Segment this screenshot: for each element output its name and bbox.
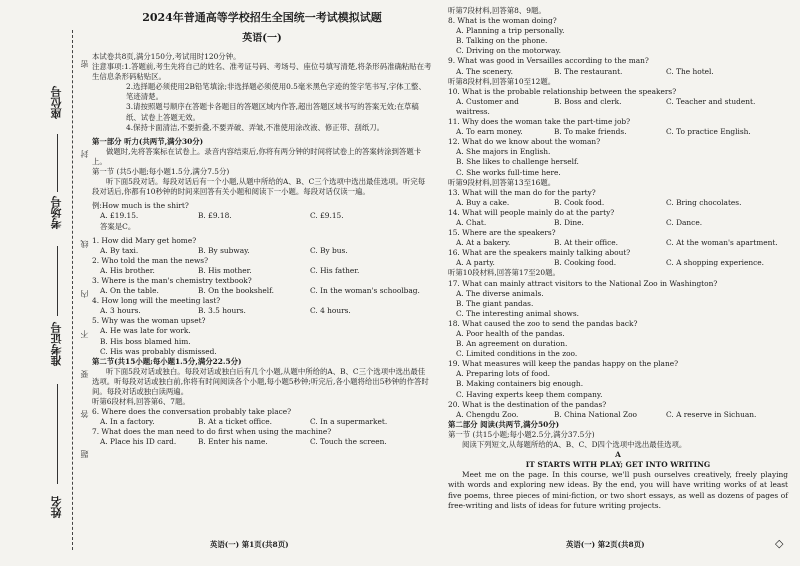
seal-char: 线 <box>80 240 89 248</box>
section1-desc: 听下面5段对话。每段对话后有一个小题,从题中所给的A、B、C三个选项中选出最佳选项。听完每段对话后,你都有10秒钟的时间来回答有关小题和阅读下一小题。每段对话仅读一遍。 <box>92 177 426 197</box>
question: 20. What is the destination of the pandas? <box>448 399 607 409</box>
question: 8. What is the woman doing? <box>448 16 557 26</box>
option: C. By bus. <box>310 245 348 255</box>
option: A. In a factory. <box>100 417 155 427</box>
option: C. Bring chocolates. <box>666 197 742 207</box>
question-options <box>448 127 788 137</box>
question: 19. What measures will keep the pandas happy on the plane? <box>448 359 679 369</box>
option: C. A reserve in Sichuan. <box>666 409 757 419</box>
question: 9. What was good in Versailles according to the man? <box>448 56 649 66</box>
example-question: 例:How much is the shirt? <box>92 201 189 211</box>
seal-line <box>72 30 73 550</box>
option: B. Enter his name. <box>198 437 268 447</box>
notice-item: 2.选择题必须使用2B铅笔填涂;非选择题必须使用0.5毫米黑色字迹的签字笔书写,字体工整、笔迹清楚。 <box>126 82 426 102</box>
option: C. The hotel. <box>666 66 714 76</box>
question: 1. How did Mary get home? <box>92 235 197 245</box>
option: C. His father. <box>310 265 360 275</box>
option: A. Place his ID card. <box>100 437 177 447</box>
option: B. His boss blamed him. <box>100 336 191 346</box>
option: C. Touch the screen. <box>310 437 387 447</box>
seat-number-line <box>57 134 58 192</box>
option: B. She likes to challenge herself. <box>456 157 579 167</box>
option: A. 3 hours. <box>100 306 141 316</box>
question-options <box>448 97 788 117</box>
notice-item: 3.请按照题号顺序在答题卡各题目的答题区域内作答,超出答题区域书写的答案无效;在草稿纸、试卷上答题无效。 <box>126 102 419 122</box>
option: A. He was late for work. <box>100 326 191 336</box>
option: C. She works full-time here. <box>456 167 561 177</box>
section2-title: 第二节(共15小题;每小题1.5分,满分22.5分) <box>92 356 242 366</box>
option: C. Having experts keep them company. <box>456 389 603 399</box>
question: 11. Why does the woman take the part-time job? <box>448 117 631 127</box>
option: B. Cook food. <box>554 197 605 207</box>
option: B. To make friends. <box>554 127 627 137</box>
option: B. China National Zoo <box>554 409 637 419</box>
option: A. Poor health of the pandas. <box>456 329 565 338</box>
question-options <box>448 258 788 268</box>
option: A. The scenery. <box>456 66 513 76</box>
question: 18. What caused the zoo to send the pandas back? <box>448 318 638 328</box>
option: B. Cooking food. <box>554 258 617 268</box>
question: 15. Where are the speakers? <box>448 228 556 238</box>
option: B. Dine. <box>554 217 584 227</box>
listen-instruction: 听第7段材料,回答第8、9题。 <box>448 6 546 15</box>
part2-desc: 阅读下列短文,从每题所给的A、B、C、D四个选项中选出最佳选项。 <box>462 440 687 450</box>
option: A. Buy a cake. <box>456 197 510 207</box>
option: C. Driving on the motorway. <box>456 46 561 56</box>
question: 16. What are the speakers mainly talking about? <box>448 248 631 258</box>
notice-item: 4.保持卡面清洁,不要折叠,不要弄破、弄皱,不准使用涂改液、修正带、刮纸刀。 <box>126 122 384 132</box>
passage-text: Meet me on the page. In this course, we'll push ourselves creatively, freely playing with words and exploring new ideas. By the end, you will have writing works of at least five poems, three pieces of mini-fiction, or two short essays, as well as dozens of pages of free-writing and lists of ideas for future writing projects. <box>448 470 788 510</box>
admission-number-label: 准考证号 <box>50 322 63 366</box>
option: B. Making containers big enough. <box>456 379 584 389</box>
listen-instruction: 听第8段材料,回答第10至12题。 <box>448 76 556 86</box>
part2-section1: 第一节 (共15小题;每小题2.5分,满分37.5分) <box>448 429 595 439</box>
question: 6. Where does the conversation probably take place? <box>92 407 292 417</box>
option: C. In a supermarket. <box>310 417 388 427</box>
option: C. At the woman's apartment. <box>666 238 778 248</box>
exam-intro: 本试卷共8页,满分150分,考试用时120分钟。 <box>92 52 241 61</box>
option: C. To practice English. <box>666 127 751 137</box>
passage-label: A <box>615 450 621 460</box>
option: A. Chengdu Zoo. <box>456 409 519 419</box>
question-options <box>448 218 788 228</box>
diamond-icon: ◇ <box>775 537 784 550</box>
question-options <box>448 67 788 77</box>
example-answer: 答案是C。 <box>100 221 136 231</box>
example-options <box>92 211 432 221</box>
listen-instruction: 听第10段材料,回答第17至20题。 <box>448 268 560 278</box>
exam-title: 2024年普通高等学校招生全国统一考试模拟试题 <box>142 11 382 24</box>
option: A. Preparing lots of food. <box>456 369 550 379</box>
binding-strip <box>0 0 88 566</box>
option: B. 3.5 hours. <box>198 306 246 316</box>
listen-instruction: 听第9段材料,回答第13至16题。 <box>448 177 556 187</box>
question-options <box>92 306 432 316</box>
exam-subtitle: 英语(一) <box>242 33 282 44</box>
seal-char: 内 <box>80 290 89 298</box>
seal-char: 封 <box>80 150 89 158</box>
seal-char: 要 <box>80 370 89 378</box>
seal-char: 密 <box>80 60 89 68</box>
option: B. On the bookshelf. <box>198 286 274 296</box>
option: B. By subway. <box>198 245 250 255</box>
name-label: 姓名 <box>50 496 63 518</box>
part1-title: 第一部分 听力(共两节,满分30分) <box>92 136 204 146</box>
section1-title: 第一节 (共5小题;每小题1.5分,满分7.5分) <box>92 167 230 177</box>
option: C. 4 hours. <box>310 306 351 316</box>
option: B. Talking on the phone. <box>456 36 548 46</box>
option: C. Teacher and student. <box>666 96 756 106</box>
part2-title: 第二部分 阅读(共两节,满分50分) <box>448 419 560 429</box>
option: B. The restaurant. <box>554 66 623 76</box>
option: B. At a ticket office. <box>198 417 272 427</box>
option: A. She majors in English. <box>456 147 551 157</box>
section2-desc: 听下面5段对话或独白。每段对话或独白后有几个小题,从题中所给的A、B、C三个选项中选出最佳选项。听每段对话或独白前,你将有时间阅读各个小题,每小题5秒钟;听完后,各小题将给出5秒钟的作答时间。每段对话或独白读两遍。 <box>92 366 429 396</box>
question-options <box>92 246 432 256</box>
exam-room-label: 考场号 <box>50 196 63 229</box>
question-options <box>448 238 788 248</box>
option: A. By taxi. <box>100 245 139 255</box>
option: B. His mother. <box>198 265 252 275</box>
option: C. Dance. <box>666 217 703 227</box>
question: 7. What does the man need to do first when using the machine? <box>92 427 332 437</box>
option: A. Customer and waitress. <box>456 96 519 116</box>
option: C. His was probably dismissed. <box>100 346 217 356</box>
passage-title: IT STARTS WITH PLAY; GET INTO WRITING <box>525 460 711 470</box>
admission-number-line <box>57 384 58 484</box>
question-options <box>448 410 788 420</box>
option: A. On the table. <box>100 286 159 296</box>
page-footer-right: 英语(一) 第2页(共8页) <box>566 540 645 549</box>
option: B. An agreement on duration. <box>456 339 568 349</box>
option: B. The giant pandas. <box>456 298 534 308</box>
option: C. £9.15. <box>310 211 344 221</box>
question: 10. What is the probable relationship between the speakers? <box>448 86 677 96</box>
question: 17. What can mainly attract visitors to the National Zoo in Washington? <box>448 278 718 288</box>
option: A. A party. <box>456 258 495 268</box>
option: A. To earn money. <box>456 127 523 137</box>
question: 2. Who told the man the news? <box>92 255 209 265</box>
question: 3. Where is the man's chemistry textbook? <box>92 275 252 285</box>
seal-char: 题 <box>80 450 89 458</box>
seal-char: 不 <box>80 330 89 338</box>
option: B. Boss and clerk. <box>554 96 622 106</box>
question: 13. What will the man do for the party? <box>448 187 596 197</box>
question: 14. What will people mainly do at the party? <box>448 207 615 217</box>
option: A. The diverse animals. <box>456 288 544 298</box>
page-footer-left: 英语(一) 第1页(共8页) <box>210 540 289 549</box>
option: A. At a bakery. <box>456 238 511 248</box>
question-options <box>92 266 432 276</box>
listen-instruction: 听第6段材料,回答第6、7题。 <box>92 397 190 407</box>
option: C. In the woman's schoolbag. <box>310 286 420 296</box>
option: B. At their office. <box>554 238 618 248</box>
option: B. £9.18. <box>198 211 232 221</box>
question: 5. Why was the woman upset? <box>92 316 206 326</box>
seat-number-label: 座位号 <box>50 86 63 119</box>
question-options <box>92 437 432 447</box>
option: A. Planning a trip personally. <box>456 26 565 36</box>
option: C. Limited conditions in the zoo. <box>456 349 578 359</box>
seal-char: 答 <box>80 410 89 418</box>
right-column <box>448 6 788 511</box>
option: C. A shopping experience. <box>666 258 764 268</box>
question-options <box>92 286 432 296</box>
question: 4. How long will the meeting last? <box>92 296 221 306</box>
exam-room-line <box>57 246 58 316</box>
notice-item: 注意事项:1.答题前,考生先将自己的姓名、准考证号码、考场号、座位号填写清楚,将条形码准确粘贴在考生信息条形码粘贴区。 <box>92 62 432 82</box>
question-options <box>448 198 788 208</box>
left-column <box>92 6 432 448</box>
option: A. Chat. <box>456 217 487 227</box>
part1-desc: 做题时,先将答案标在试卷上。录音内容结束后,你将有两分钟的时间将试卷上的答案转涂到答题卡上。 <box>92 146 422 166</box>
option: A. £19.15. <box>100 211 139 221</box>
question: 12. What do we know about the woman? <box>448 137 601 147</box>
option: A. His brother. <box>100 265 155 275</box>
question-options <box>92 417 432 427</box>
option: C. The interesting animal shows. <box>456 308 579 318</box>
